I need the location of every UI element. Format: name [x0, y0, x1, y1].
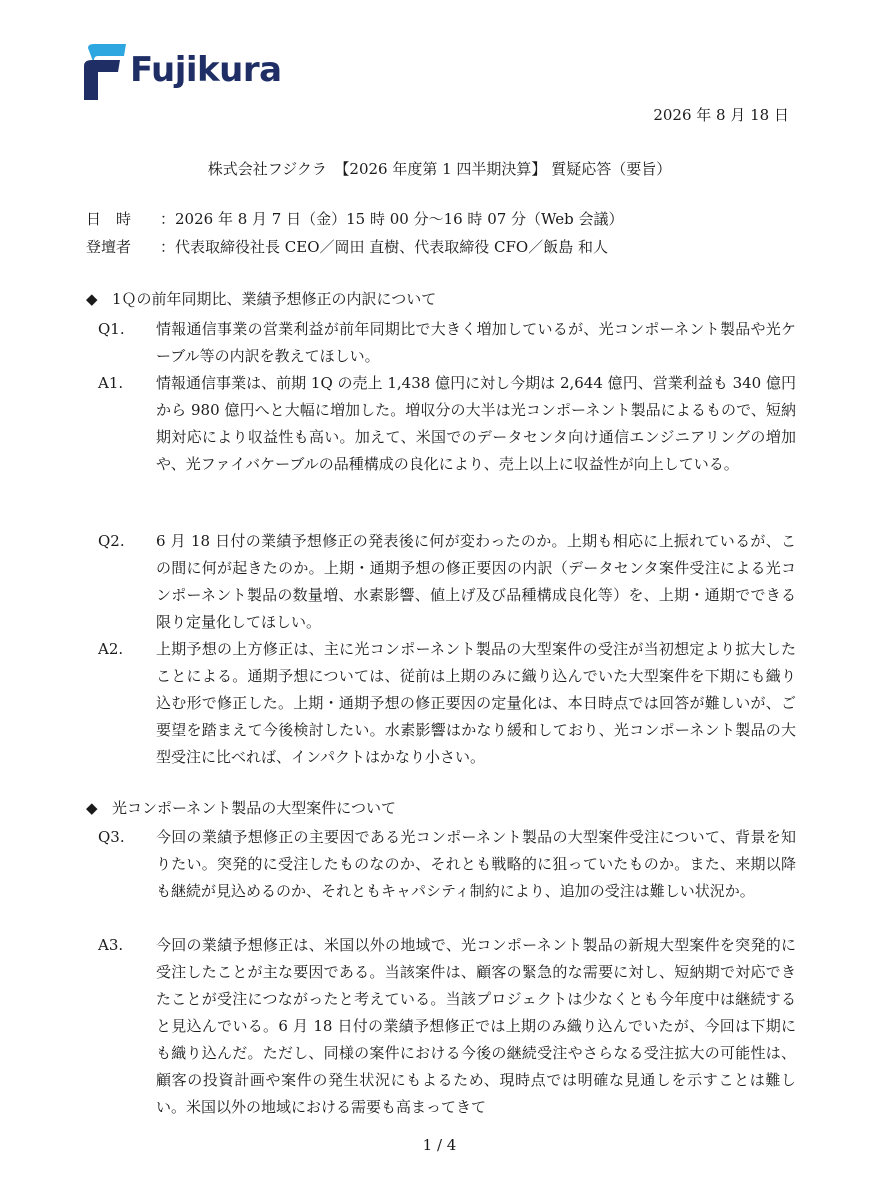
meta-datetime [86, 207, 624, 231]
section-heading [86, 797, 396, 818]
document-date: 2026 年 8 月 18 日 [653, 106, 789, 124]
qa-tag: Q1. [98, 320, 125, 338]
document-title: 株式会社フジクラ 【2026 年度第 1 四半期決算】 質疑応答（要旨） [207, 160, 672, 178]
fujikura-logo-icon [84, 44, 128, 100]
section-heading-text: 光コンポーネント製品の大型案件について [112, 799, 396, 817]
qa-item [86, 824, 796, 905]
qa-item [86, 932, 796, 1121]
qa-tag: A3. [98, 936, 124, 954]
qa-tag: Q3. [98, 828, 125, 846]
company-logo [84, 44, 304, 102]
meta-datetime-value: ：2026 年 8 月 7 日（金）15 時 00 分～16 時 07 分（Web 会議） [160, 210, 624, 228]
meta-speakers [86, 235, 608, 259]
qa-item [86, 636, 796, 771]
section-heading-text: 1Ｑの前年同期比、業績予想修正の内訳について [112, 290, 437, 308]
meta-speakers-label: 登壇者 [86, 238, 132, 256]
meta-speakers-value: ：代表取締役社長 CEO／岡田 直樹、代表取締役 CFO／飯島 和人 [160, 238, 608, 256]
diamond-bullet-icon: ◆ [86, 799, 98, 817]
qa-text: 今回の業績予想修正の主要因である光コンポーネント製品の大型案件受注について、背景を知りたい。突発的に受注したものなのか、それとも戦略的に狙っていたものか。また、来期以降も継続が見込めるのか、それともキャパシティ制約により、追加の受注は難しい状況か。 [156, 828, 796, 900]
diamond-bullet-icon: ◆ [86, 290, 98, 308]
section-heading [86, 288, 436, 309]
qa-item [86, 528, 796, 636]
logo-wordmark: Fujikura [130, 50, 282, 90]
page-number: 1 / 4 [422, 1136, 457, 1154]
qa-text: 情報通信事業の営業利益が前年同期比で大きく増加しているが、光コンポーネント製品や光ケーブル等の内訳を教えてほしい。 [156, 320, 796, 365]
qa-text: 6 月 18 日付の業績予想修正の発表後に何が変わったのか。上期も相応に上振れているが、この間に何が起きたのか。上期・通期予想の修正要因の内訳（データセンタ案件受注による光コンポーネント製品の数量増、水素影響、値上げ及び品種構成良化等）を、上期・通期でできる限り定量化してほしい。 [156, 532, 796, 631]
qa-text: 上期予想の上方修正は、主に光コンポーネント製品の大型案件の受注が当初想定より拡大したことによる。通期予想については、従前は上期のみに織り込んでいた大型案件を下期にも織り込む形で修正した。上期・通期予想の修正要因の定量化は、本日時点では回答が難しいが、ご要望を踏まえて今後検討したい。水素影響はかなり緩和しており、光コンポーネント製品の大型受注に比べれば、インパクトはかなり小さい。 [156, 640, 796, 766]
qa-tag: A1. [98, 374, 124, 392]
qa-text: 情報通信事業は、前期 1Q の売上 1,438 億円に対し今期は 2,644 億円、営業利益も 340 億円から 980 億円へと大幅に増加した。増収分の大半は光コンポーネント製品によるもので、短納期対応により収益性も高い。加えて、米国でのデータセンタ向け通信エンジニアリングの増加や、光ファイバケーブルの品種構成の良化により、売上以上に収益性が向上している。 [156, 374, 796, 473]
qa-item [86, 316, 796, 370]
meta-datetime-label: 日 時 [86, 210, 132, 228]
qa-text: 今回の業績予想修正は、米国以外の地域で、光コンポーネント製品の新規大型案件を突発的に受注したことが主な要因である。当該案件は、顧客の緊急的な需要に対し、短納期で対応できたことが受注につながったと考えている。当該プロジェクトは少なくとも今年度中は継続すると見込んでいる。6 月 18 日付の業績予想修正では上期のみ織り込んでいたが、今回は下期にも織り込んだ。ただし、同様の案件における今後の継続受注やさらなる受注拡大の可能性は、顧客の投資計画や案件の発生状況にもよるため、現時点では明確な見通しを示すことは難しい。米国以外の地域における需要も高まってきて [156, 936, 796, 1116]
qa-tag: A2. [98, 640, 124, 658]
qa-tag: Q2. [98, 532, 125, 550]
qa-item [86, 370, 796, 478]
